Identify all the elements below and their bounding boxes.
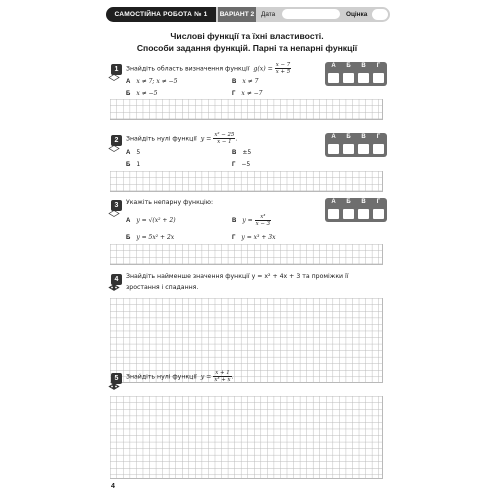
option-b: Б 1 bbox=[126, 161, 141, 168]
task-number: 2 bbox=[111, 135, 122, 146]
task-number: 5 bbox=[111, 373, 122, 384]
option-a: А x ≠ 7; x ≠ −5 bbox=[126, 78, 178, 85]
difficulty-marker-icon bbox=[108, 284, 120, 291]
solution-grid[interactable] bbox=[110, 171, 383, 192]
solution-grid[interactable] bbox=[110, 244, 383, 265]
option-a: А y = √(x² + 2) bbox=[126, 217, 176, 224]
task-question: Укажіть непарну функцію: bbox=[126, 199, 214, 206]
page-number: 4 bbox=[111, 483, 115, 490]
answer-cell-b[interactable] bbox=[343, 209, 354, 219]
work-label: САМОСТІЙНА РОБОТА № 1 bbox=[106, 7, 216, 22]
answer-card: А Б В Г bbox=[325, 133, 387, 157]
option-v: В y = $\frac{\text{x³}}{x - 3}$ bbox=[232, 214, 271, 227]
answer-cell-b[interactable] bbox=[343, 73, 354, 83]
answer-card: А Б В Г bbox=[325, 62, 387, 86]
task-question-line-2: зростання і спадання. bbox=[126, 284, 199, 291]
task-question: Знайдіть нулі функції y = $\frac{x + 1}{\text{x³ + x}}$ . bbox=[126, 370, 234, 383]
option-b: Б y = 5x² + 2x bbox=[126, 234, 175, 241]
answer-cell-a[interactable] bbox=[328, 73, 339, 83]
worksheet-page bbox=[100, 0, 394, 500]
answer-cell-a[interactable] bbox=[328, 144, 339, 154]
difficulty-marker-icon bbox=[108, 210, 120, 217]
task-number: 4 bbox=[111, 274, 122, 285]
solution-grid[interactable] bbox=[110, 99, 383, 120]
option-b: Б x ≠ −5 bbox=[126, 90, 158, 97]
title-line-2: Способи задання функцій. Парні та непарні функції bbox=[136, 43, 358, 53]
option-a: А 5 bbox=[126, 149, 141, 156]
task-number: 3 bbox=[111, 200, 122, 211]
task-question-line-1: Знайдіть найменше значення функції y = x² + 4x + 3 та проміжки її bbox=[126, 273, 349, 280]
grade-field[interactable] bbox=[372, 9, 388, 20]
page-title bbox=[100, 30, 394, 54]
difficulty-marker-icon bbox=[108, 74, 120, 81]
option-g: Г y = x³ + 3x bbox=[232, 234, 276, 241]
answer-cell-g[interactable] bbox=[373, 144, 384, 154]
answer-cell-g[interactable] bbox=[373, 73, 384, 83]
answer-cell-v[interactable] bbox=[358, 73, 369, 83]
task-question: Знайдіть область визначення функції g(x) = $\frac{x - 7}{x + 5}$ bbox=[126, 62, 291, 75]
grade-label: Оцінка bbox=[346, 11, 368, 18]
title-line-1: Числові функції та їхні властивості. bbox=[170, 31, 324, 41]
header-bar bbox=[106, 7, 390, 22]
answer-cell-a[interactable] bbox=[328, 209, 339, 219]
answer-cell-v[interactable] bbox=[358, 144, 369, 154]
solution-grid[interactable] bbox=[110, 396, 383, 479]
answer-card: А Б В Г bbox=[325, 198, 387, 222]
date-label: Дата bbox=[261, 11, 276, 18]
difficulty-marker-icon bbox=[108, 145, 120, 152]
answer-cell-b[interactable] bbox=[343, 144, 354, 154]
task-question: Знайдіть нулі функції y = $\frac{\text{x² − 25}}{x - 1}$ . bbox=[126, 132, 238, 145]
answer-cell-g[interactable] bbox=[373, 209, 384, 219]
task-number: 1 bbox=[111, 64, 122, 75]
answer-cell-v[interactable] bbox=[358, 209, 369, 219]
option-v: В x ≠ 7 bbox=[232, 78, 259, 85]
option-g: Г −5 bbox=[232, 161, 251, 168]
option-g: Г x ≠ −7 bbox=[232, 90, 263, 97]
option-v: В ±5 bbox=[232, 149, 252, 156]
date-field[interactable] bbox=[282, 9, 340, 19]
difficulty-marker-icon bbox=[108, 383, 120, 390]
variant-label: ВАРІАНТ 2 bbox=[218, 7, 256, 22]
